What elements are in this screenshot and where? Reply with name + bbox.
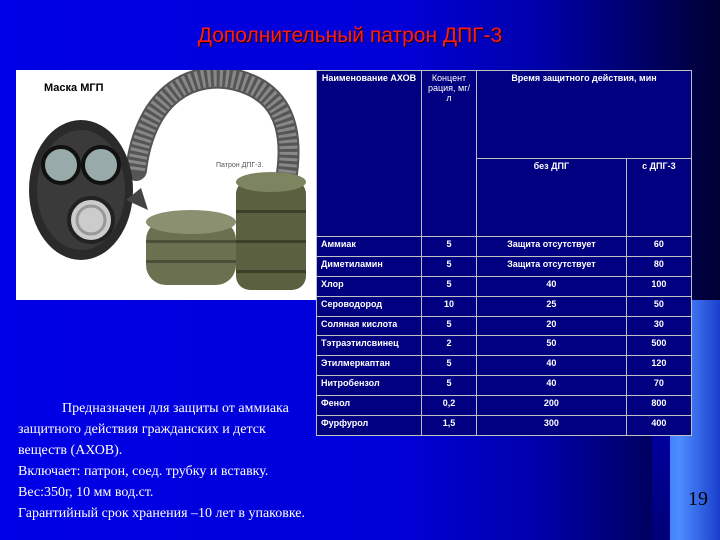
gas-mask-photo <box>16 70 316 300</box>
table-row: Соляная кислота 5 20 30 <box>317 316 692 336</box>
table-row: Нитробензол 5 40 70 <box>317 376 692 396</box>
header-with: с ДПГ-3 <box>626 159 691 237</box>
protection-table <box>316 70 692 436</box>
table-row: Фенол 0,2 200 800 <box>317 396 692 416</box>
header-time: Время защитного действия, мин <box>477 71 692 159</box>
table-row: Диметиламин 5 Защита отсутствует 80 <box>317 256 692 276</box>
cartridge-label: Патрон ДПГ-3. <box>216 162 264 169</box>
text-line: Гарантийный срок хранения –10 лет в упаковке. <box>18 506 306 521</box>
text-line: Вес:350г, 10 мм вод.ст. <box>18 485 154 500</box>
header-without: без ДПГ <box>477 159 627 237</box>
table-row: Сероводород 10 25 50 <box>317 296 692 316</box>
text-line: Предназначен для защиты от аммиака <box>62 401 289 416</box>
text-line: защитного действия гражданских и детск <box>18 422 266 437</box>
table-row: Фурфурол 1,5 300 400 <box>317 416 692 436</box>
description-text <box>18 398 650 524</box>
page-number: 19 <box>688 488 708 510</box>
table-row: Тэтраэтилсвинец 2 50 500 <box>317 336 692 356</box>
table-row: Этилмеркаптан 5 40 120 <box>317 356 692 376</box>
header-concentration: Концент рация, мг/л <box>422 71 477 237</box>
slide-title: Дополнительный патрон ДПГ-3 <box>197 24 503 47</box>
table-row: Аммиак 5 Защита отсутствует 60 <box>317 237 692 257</box>
gas-mask-illustration <box>16 70 316 300</box>
header-name: Наименование АХОВ <box>317 71 422 237</box>
text-line: веществ (АХОВ). <box>18 443 123 458</box>
text-line: Включает: патрон, соед. трубку и вставку. <box>18 464 269 479</box>
mask-label: Маска МГП <box>44 82 104 94</box>
table-row: Хлор 5 40 100 <box>317 276 692 296</box>
